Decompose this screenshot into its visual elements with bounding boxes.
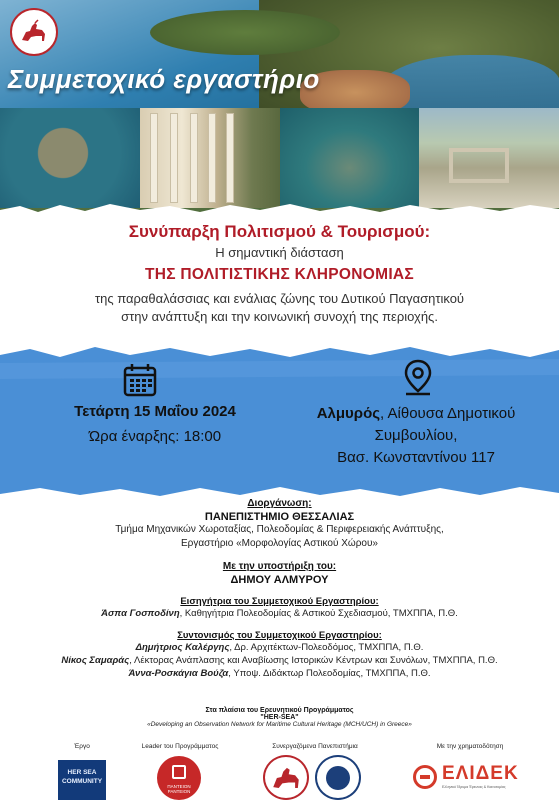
photo-strip — [0, 108, 559, 208]
event-type-title: Συμμετοχικό εργαστήριο — [8, 64, 320, 94]
calendar-icon — [122, 362, 158, 398]
coordinator-role: , Δρ. Αρχιτέκτων-Πολεοδόμος, ΤΜΧΠΠΑ, Π.Θ. — [229, 642, 424, 653]
speaker-heading: Εισηγήτρια του Συμμετοχικού Εργαστηρίου: — [180, 596, 379, 607]
coordinator-role: , Υποψ. Διδάκτωρ Πολεοδομίας, ΤΜΧΠΠΑ, Π.Θ. — [228, 668, 431, 679]
department-name: Τμήμα Μηχανικών Χωροταξίας, Πολεοδομίας & Περιφερειακής Ανάπτυξης, — [115, 524, 444, 535]
panteion-logo — [157, 756, 201, 800]
aegean-seal-icon — [326, 766, 350, 790]
speaker-role: , Καθηγήτρια Πολεοδομίας & Αστικού Σχεδιασμού, ΤΜΧΠΠΑ, Π.Θ. — [179, 608, 458, 619]
event-date: Τετάρτη 15 Μαΐου 2024 — [74, 403, 236, 420]
speaker-name: Άσπα Γοσποδίνη — [101, 608, 180, 619]
venue-block — [296, 403, 536, 469]
program-intro: Στα πλαίσια του Ερευνητικού Προγράμματος — [205, 707, 354, 714]
footer-label-funding: Με την χρηματοδότηση — [436, 743, 504, 750]
coordinator-line — [0, 654, 559, 667]
panteion-mark-icon — [172, 765, 186, 779]
description-line-1: της παραθαλάσσιας και ενάλιας ζώνης του Δυτικού Παγασητικού — [94, 291, 465, 306]
date-time-block — [40, 403, 270, 445]
venue-hall: , Αίθουσα Δημοτικού — [380, 405, 516, 422]
lab-name: Εργαστήριο «Μορφολογίας Αστικού Χώρου» — [181, 538, 378, 549]
aegean-university-logo — [315, 755, 361, 800]
coordinator-name: Νίκος Σαμαράς — [61, 655, 130, 666]
footer-label-leader: Leader του Προγράμματος — [141, 743, 219, 750]
research-program — [0, 707, 559, 728]
elidek-wordmark: ΕΛΙΔΕΚ — [442, 763, 519, 784]
university-of-thessaly-logo — [10, 8, 58, 56]
thessaly-university-logo — [263, 755, 309, 800]
venue-address: Βασ. Κωνσταντίνου 117 — [337, 449, 495, 466]
organiser-name: ΠΑΝΕΠΙΣΤΗΜΙΟ ΘΕΣΣΑΛΙΑΣ — [204, 511, 355, 523]
island-photo — [150, 10, 340, 55]
elidek-ring-icon — [413, 765, 437, 789]
coordinator-role: , Λέκτορας Ανάπλασης και Αναβίωσης Ιστορικών Κέντρων και Συνόλων, ΤΜΧΠΠΑ, Π.Θ. — [129, 655, 498, 666]
speaker-line — [0, 607, 559, 620]
footer-label-project: Έργο — [74, 743, 90, 750]
footer-label-universities: Συνεργαζόμενα Πανεπιστήμια — [272, 743, 358, 750]
description-line-2: στην ανάπτυξη και την κοινωνική συνοχή της περιοχής. — [121, 309, 438, 324]
coordinator-line — [0, 641, 559, 654]
coordination-heading: Συντονισμός του Συμμετοχικού Εργαστηρίου: — [177, 630, 382, 641]
underwater-pottery-photo — [0, 108, 140, 208]
colonnade-photo — [140, 108, 280, 208]
dimension-text: Η σημαντική διάσταση — [215, 245, 344, 260]
archaeological-site-photo — [419, 108, 559, 208]
intro-section — [0, 222, 559, 326]
centaur-icon — [265, 757, 307, 798]
program-name: "HER-SEA" — [260, 714, 299, 721]
coordinator-line — [0, 667, 559, 680]
elidek-logo — [413, 763, 523, 793]
organisation-section — [0, 498, 559, 680]
coordinator-name: Δημήτριος Καλέργης — [135, 642, 230, 653]
underwater-statues-photo — [280, 108, 420, 208]
location-pin-icon — [400, 358, 436, 398]
elidek-fullname: Ελληνικό Ίδρυμα Έρευνας & Καινοτομίας — [442, 785, 506, 789]
event-start-time: Ώρα έναρξης: 18:00 — [88, 428, 222, 445]
workshop-subtitle: Συνύπαρξη Πολιτισμού & Τουρισμού: — [128, 222, 431, 241]
support-name: ΔΗΜΟΥ ΑΛΜΥΡΟΥ — [230, 574, 329, 586]
coordinator-name: Άννα-Ροσκάγια Βούζα — [128, 668, 229, 679]
centaur-icon — [16, 14, 52, 50]
venue-city: Αλμυρός — [316, 405, 381, 422]
support-heading: Με την υποστήριξη του: — [222, 561, 337, 572]
her-sea-logo: HER SEA COMMUNITY — [58, 760, 106, 800]
panteion-logo-text: ΠΑΝΤΕΙΟΝ PANTEION — [167, 784, 191, 794]
venue-line-1 — [296, 403, 536, 425]
organiser-heading: Διοργάνωση: — [247, 498, 312, 509]
description — [0, 290, 559, 326]
program-full-title: «Developing an Observation Network for Maritime Cultural Heritage (MCH/UCH) in Greece» — [147, 721, 412, 728]
venue-line-2: Συμβουλίου, — [374, 427, 458, 444]
heritage-heading: ΤΗΣ ΠΟΛΙΤΙΣΤΙΚΗΣ ΚΛΗΡΟΝΟΜΙΑΣ — [144, 266, 415, 283]
hero-banner — [0, 0, 559, 220]
